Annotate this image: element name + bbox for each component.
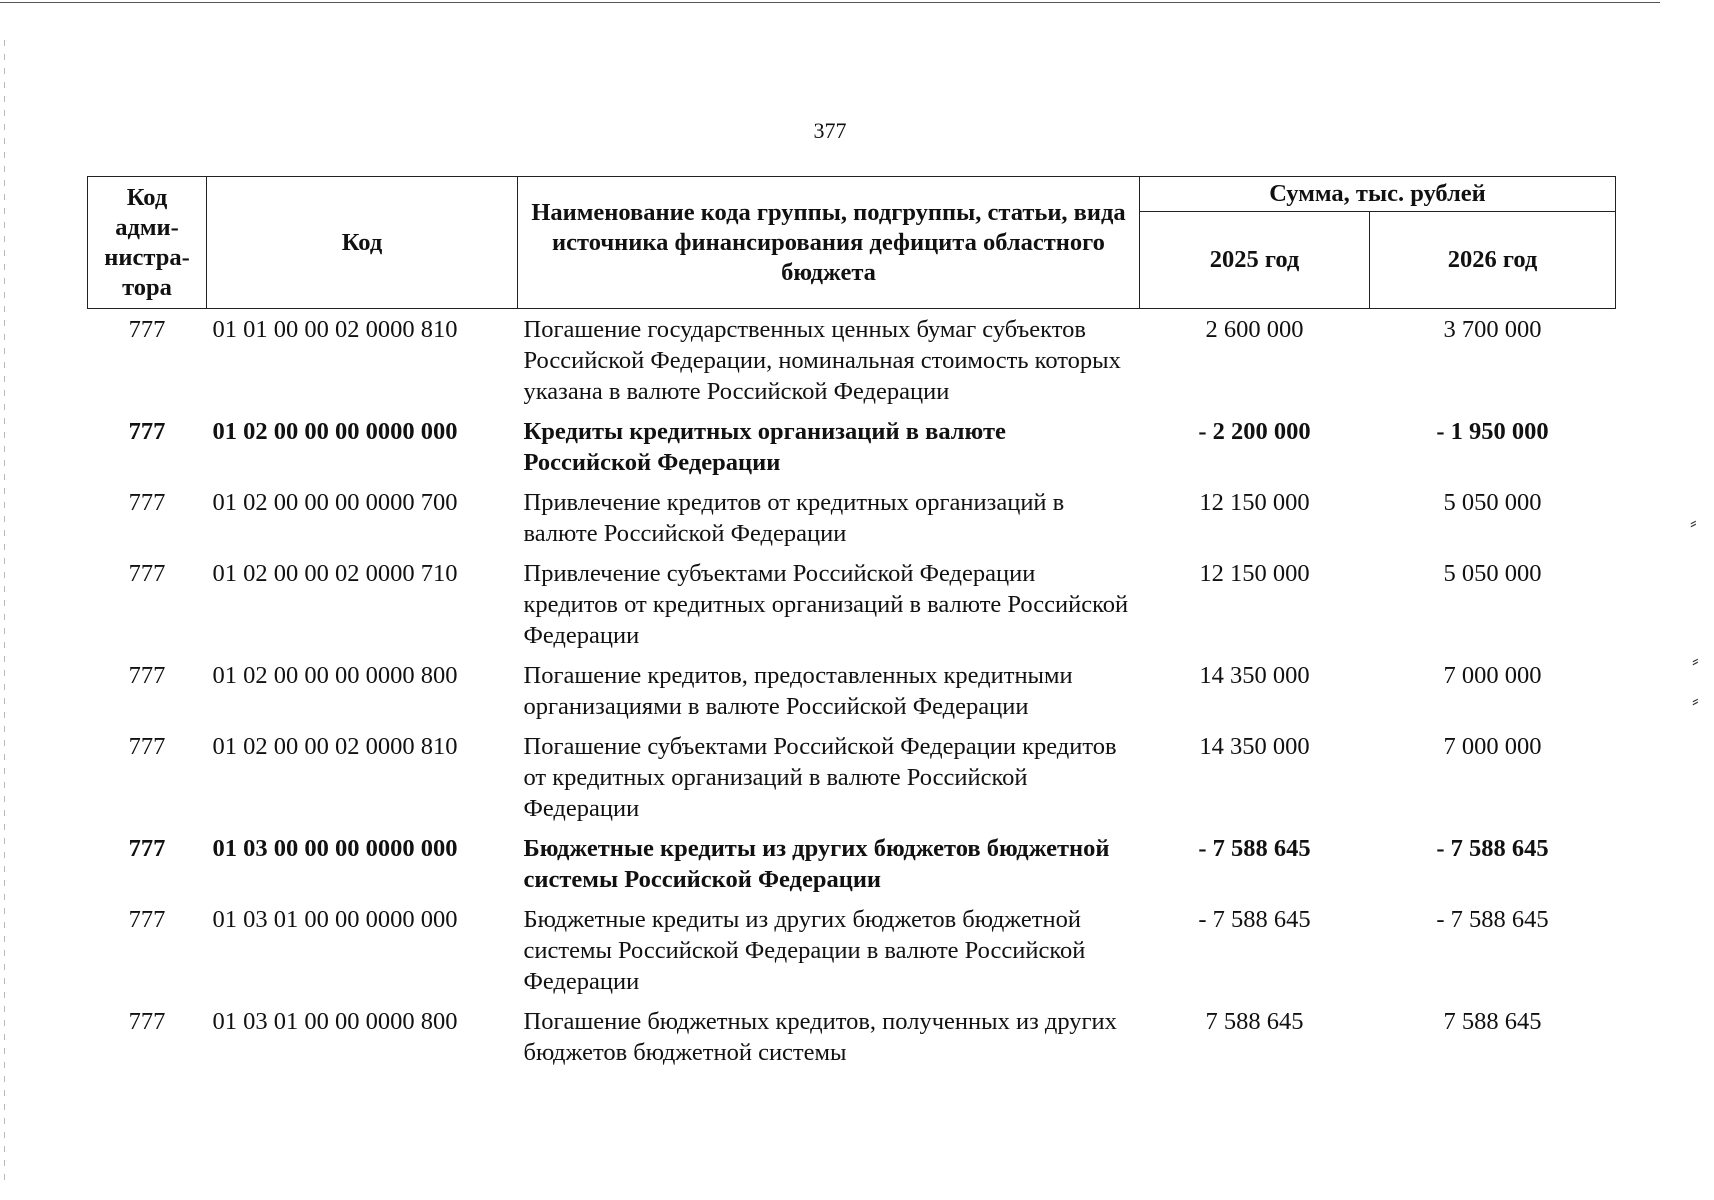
- scan-mark: ⸗: [1690, 512, 1697, 534]
- admin-code-cell: 777: [128, 733, 166, 760]
- admin-code-cell: 777: [128, 906, 166, 933]
- code-cell: 01 03 00 00 00 0000 000: [212, 835, 458, 862]
- amount-2025-cell: - 2 200 000: [1198, 418, 1311, 445]
- code-cell: 01 02 00 00 00 0000 700: [212, 489, 458, 516]
- admin-code-cell: 777: [128, 316, 166, 343]
- amount-2026-cell: 5 050 000: [1443, 560, 1542, 587]
- amount-2026-cell: - 7 588 645: [1436, 906, 1549, 933]
- admin-code-cell: 777: [128, 418, 166, 445]
- name-cell: Погашение государственных ценных бумаг субъектов Российской Федерации, номинальная стоимость которых указана в валюте Российской Федерации: [523, 316, 1121, 405]
- amount-2025-cell: 12 150 000: [1199, 560, 1310, 587]
- table-row: [88, 553, 1616, 655]
- amount-2026-cell: - 1 950 000: [1436, 418, 1549, 445]
- admin-code-cell: 777: [128, 560, 166, 587]
- code-cell: 01 02 00 00 02 0000 710: [212, 560, 458, 587]
- code-cell: 01 02 00 00 00 0000 800: [212, 662, 458, 689]
- header-name: Наименование кода группы, подгруппы, статьи, вида источника финансирования дефицита областного бюджета: [518, 177, 1140, 309]
- header-admin-code: Код адми-нистра-тора: [88, 177, 207, 309]
- table-row: [88, 655, 1616, 726]
- amount-2025-cell: - 7 588 645: [1198, 906, 1311, 933]
- name-cell: Привлечение субъектами Российской Федерации кредитов от кредитных организаций в валюте Российской Федерации: [523, 560, 1129, 649]
- name-cell: Бюджетные кредиты из других бюджетов бюджетной системы Российской Федерации в валюте Российской Федерации: [523, 906, 1086, 995]
- name-cell: Бюджетные кредиты из других бюджетов бюджетной системы Российской Федерации: [523, 835, 1110, 893]
- table-row: [88, 726, 1616, 828]
- code-cell: 01 02 00 00 00 0000 000: [212, 418, 458, 445]
- name-cell: Привлечение кредитов от кредитных организаций в валюте Российской Федерации: [523, 489, 1065, 547]
- code-cell: 01 01 00 00 02 0000 810: [212, 316, 458, 343]
- amount-2025-cell: 14 350 000: [1199, 733, 1310, 760]
- name-cell: Погашение кредитов, предоставленных кредитными организациями в валюте Российской Федерации: [523, 662, 1073, 720]
- amount-2026-cell: 3 700 000: [1443, 316, 1542, 343]
- header-year-2026: 2026 год: [1370, 212, 1616, 309]
- amount-2025-cell: 12 150 000: [1199, 489, 1310, 516]
- amount-2026-cell: - 7 588 645: [1436, 835, 1549, 862]
- header-sum: Сумма, тыс. рублей: [1140, 177, 1616, 212]
- amount-2026-cell: 7 000 000: [1443, 662, 1542, 689]
- admin-code-cell: 777: [128, 489, 166, 516]
- amount-2026-cell: 5 050 000: [1443, 489, 1542, 516]
- admin-code-cell: 777: [128, 835, 166, 862]
- code-cell: 01 03 01 00 00 0000 000: [212, 906, 458, 933]
- amount-2026-cell: 7 588 645: [1443, 1008, 1542, 1035]
- code-cell: 01 03 01 00 00 0000 800: [212, 1008, 458, 1035]
- scan-mark: ⸗: [1692, 650, 1699, 672]
- admin-code-cell: 777: [128, 662, 166, 689]
- top-rule: [0, 2, 1660, 3]
- name-cell: Кредиты кредитных организаций в валюте Российской Федерации: [523, 418, 1006, 476]
- header-code: Код: [207, 177, 518, 309]
- table-row: [88, 828, 1616, 899]
- name-cell: Погашение бюджетных кредитов, полученных из других бюджетов бюджетной системы: [523, 1008, 1117, 1066]
- table-row: [88, 482, 1616, 553]
- admin-code-cell: 777: [128, 1008, 166, 1035]
- table-body: [88, 309, 1616, 1073]
- table-row: [88, 899, 1616, 1001]
- amount-2026-cell: 7 000 000: [1443, 733, 1542, 760]
- code-cell: 01 02 00 00 02 0000 810: [212, 733, 458, 760]
- header-year-2025: 2025 год: [1140, 212, 1370, 309]
- table-row: [88, 309, 1616, 412]
- scan-mark: ⸗: [1692, 690, 1699, 712]
- table-header: [88, 177, 1616, 309]
- scan-edge: [4, 40, 5, 1180]
- table-row: [88, 1001, 1616, 1072]
- table-row: [88, 411, 1616, 482]
- amount-2025-cell: - 7 588 645: [1198, 835, 1311, 862]
- name-cell: Погашение субъектами Российской Федерации кредитов от кредитных организаций в валюте Российской Федерации: [523, 733, 1117, 822]
- amount-2025-cell: 14 350 000: [1199, 662, 1310, 689]
- sources-table: [87, 176, 1616, 1072]
- amount-2025-cell: 7 588 645: [1205, 1008, 1304, 1035]
- amount-2025-cell: 2 600 000: [1205, 316, 1304, 343]
- page-number: 377: [813, 118, 847, 143]
